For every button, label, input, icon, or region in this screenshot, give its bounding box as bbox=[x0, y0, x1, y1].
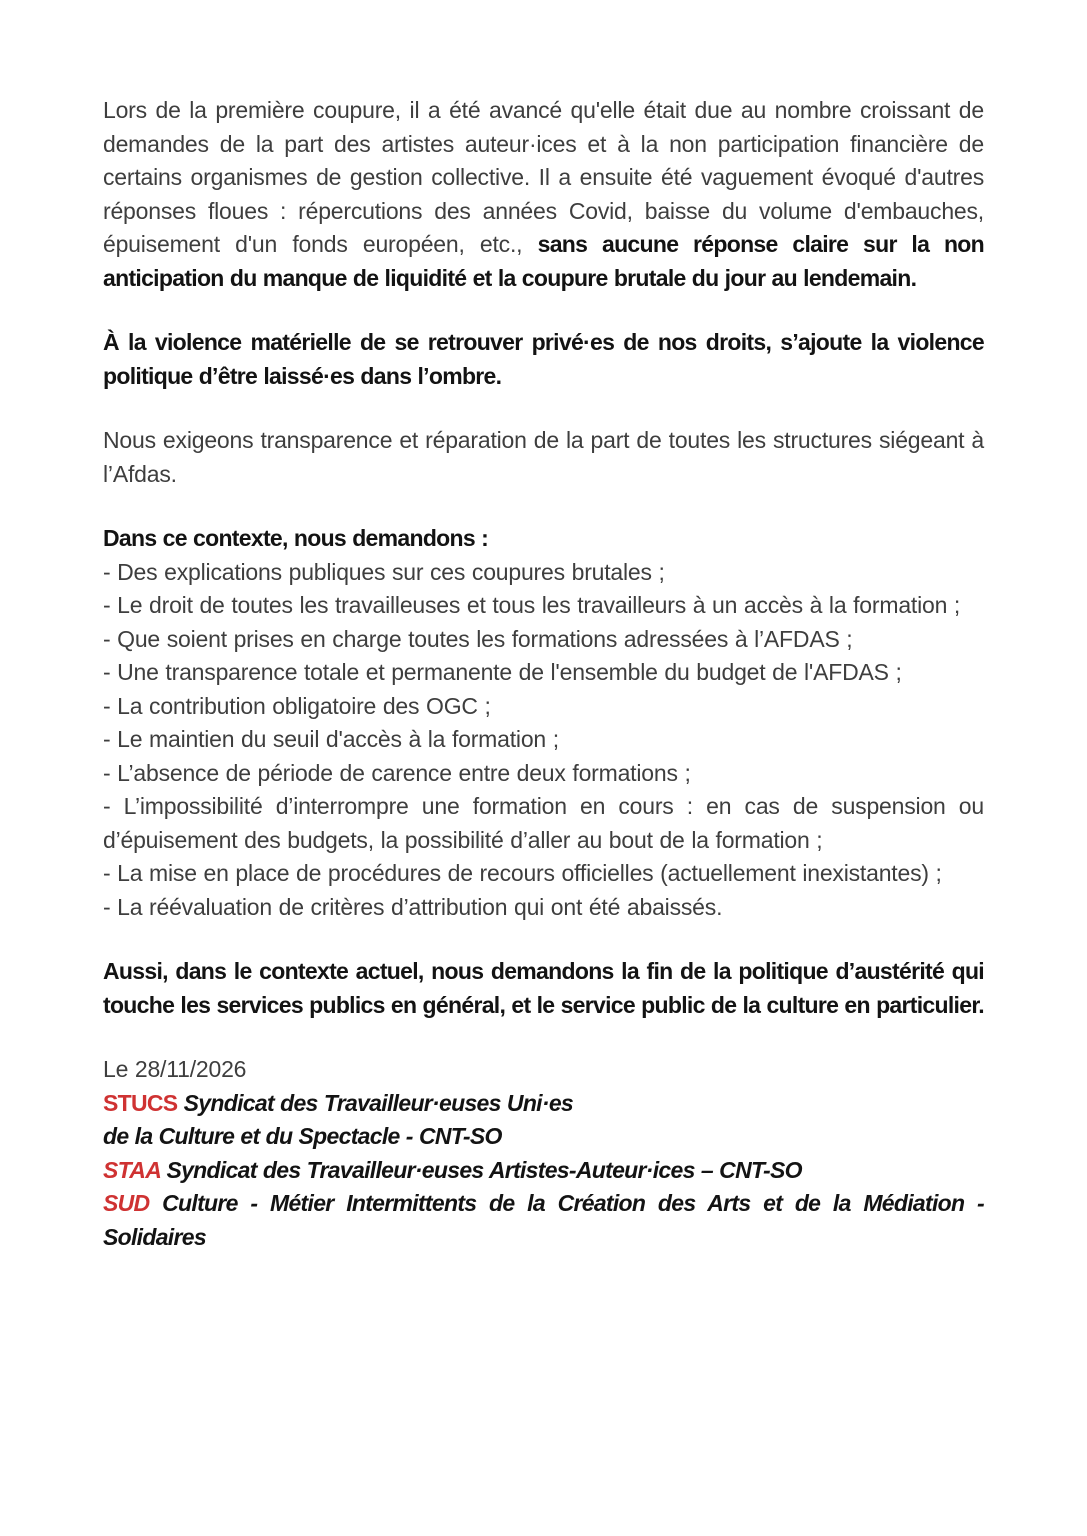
text-segment: - Le droit de toutes les travailleuses et tous les travailleurs à un accès à la formation ; bbox=[103, 592, 961, 618]
text-segment: - Une transparence totale et permanente de l'ensemble du budget de l'AFDAS ; bbox=[103, 659, 902, 685]
text-segment: - La mise en place de procédures de recours officielles (actuellement inexistantes) ; bbox=[103, 860, 942, 886]
text-segment: - La réévaluation de critères d’attribution qui ont été abaissés. bbox=[103, 893, 723, 920]
demand-item-explications bbox=[103, 556, 984, 590]
demand-item-droit-formation bbox=[103, 589, 984, 623]
para-fin-austerite bbox=[103, 955, 984, 1022]
demand-item-prise-en-charge bbox=[103, 623, 984, 657]
demand-item-impossibilite-interrompre bbox=[103, 790, 984, 857]
text-segment: Syndicat des Travailleur·euses Artistes-Auteur·ices – CNT-SO bbox=[160, 1156, 802, 1183]
para-exigence-transparence bbox=[103, 424, 984, 491]
heading-demandes bbox=[103, 522, 984, 556]
text-segment: STAA bbox=[103, 1156, 161, 1183]
text-segment: - Des explications publiques sur ces coupures brutales ; bbox=[103, 558, 665, 585]
text-segment: - La contribution obligatoire des OGC ; bbox=[103, 692, 491, 719]
document-body bbox=[103, 94, 984, 1254]
demand-item-absence-carence bbox=[103, 757, 984, 791]
text-segment: Dans ce contexte, nous demandons : bbox=[103, 525, 489, 551]
text-segment: Lors de la première coupure, il a été avancé qu'elle était due au nombre croissant de demandes de la part des artistes auteur·ices et à la non participation financière de certains organismes de gestion collective. Il a ensuite été vaguement évoqué d'autres réponses floues : répercutions des années Covid, baisse du volume d'embauches, épuisement d'un fonds européen, etc., bbox=[103, 97, 984, 257]
signature-stucs-line1 bbox=[103, 1087, 984, 1121]
text-segment: - L’absence de période de carence entre deux formations ; bbox=[103, 759, 691, 786]
text-segment: - Que soient prises en charge toutes les formations adressées à l’AFDAS ; bbox=[103, 625, 853, 652]
demand-item-reevaluation-criteres bbox=[103, 891, 984, 925]
signature-staa bbox=[103, 1154, 984, 1188]
text-segment: À la violence matérielle de se retrouver privé·es de nos droits, s’ajoute la violence politique d’être laissé·es dans l’ombre. bbox=[103, 329, 984, 389]
text-segment: Syndicat des Travailleur·euses Uni·es bbox=[177, 1089, 573, 1116]
text-segment: sans aucune réponse claire sur la non anticipation du manque de liquidité et la coupure brutale du jour au lendemain. bbox=[103, 231, 985, 291]
text-segment: Culture - Métier Intermittents de la Création des Arts et de la Médiation - Solidaires bbox=[103, 1190, 984, 1250]
text-segment: Le 28/11/2026 bbox=[103, 1056, 247, 1082]
demand-item-contribution-ogc bbox=[103, 690, 984, 724]
text-segment: - L’impossibilité d’interrompre une formation en cours : en cas de suspension ou d’épuisement des budgets, la possibilité d’aller au bout de la formation ; bbox=[103, 793, 984, 853]
demand-item-transparence-budget bbox=[103, 656, 984, 690]
text-segment: Aussi, dans le contexte actuel, nous demandons la fin de la politique d’austérité qui touche les services publics en général, et le service public de la culture en particulier. bbox=[103, 958, 984, 1018]
demand-item-maintien-seuil bbox=[103, 723, 984, 757]
para-violence bbox=[103, 326, 984, 393]
text-segment: - Le maintien du seuil d'accès à la formation ; bbox=[103, 726, 559, 752]
demand-item-procedures-recours bbox=[103, 857, 984, 891]
text-segment: de la Culture et du Spectacle - CNT-SO bbox=[103, 1123, 502, 1149]
text-segment: SUD bbox=[103, 1190, 150, 1216]
date-line bbox=[103, 1053, 984, 1087]
signature-sud bbox=[103, 1187, 984, 1254]
signature-stucs-line2 bbox=[103, 1120, 984, 1154]
text-segment: Nous exigeons transparence et réparation de la part de toutes les structures siégeant à l’Afdas. bbox=[103, 427, 984, 487]
text-segment: STUCS bbox=[103, 1089, 178, 1116]
para-premiere-coupure bbox=[103, 94, 984, 295]
